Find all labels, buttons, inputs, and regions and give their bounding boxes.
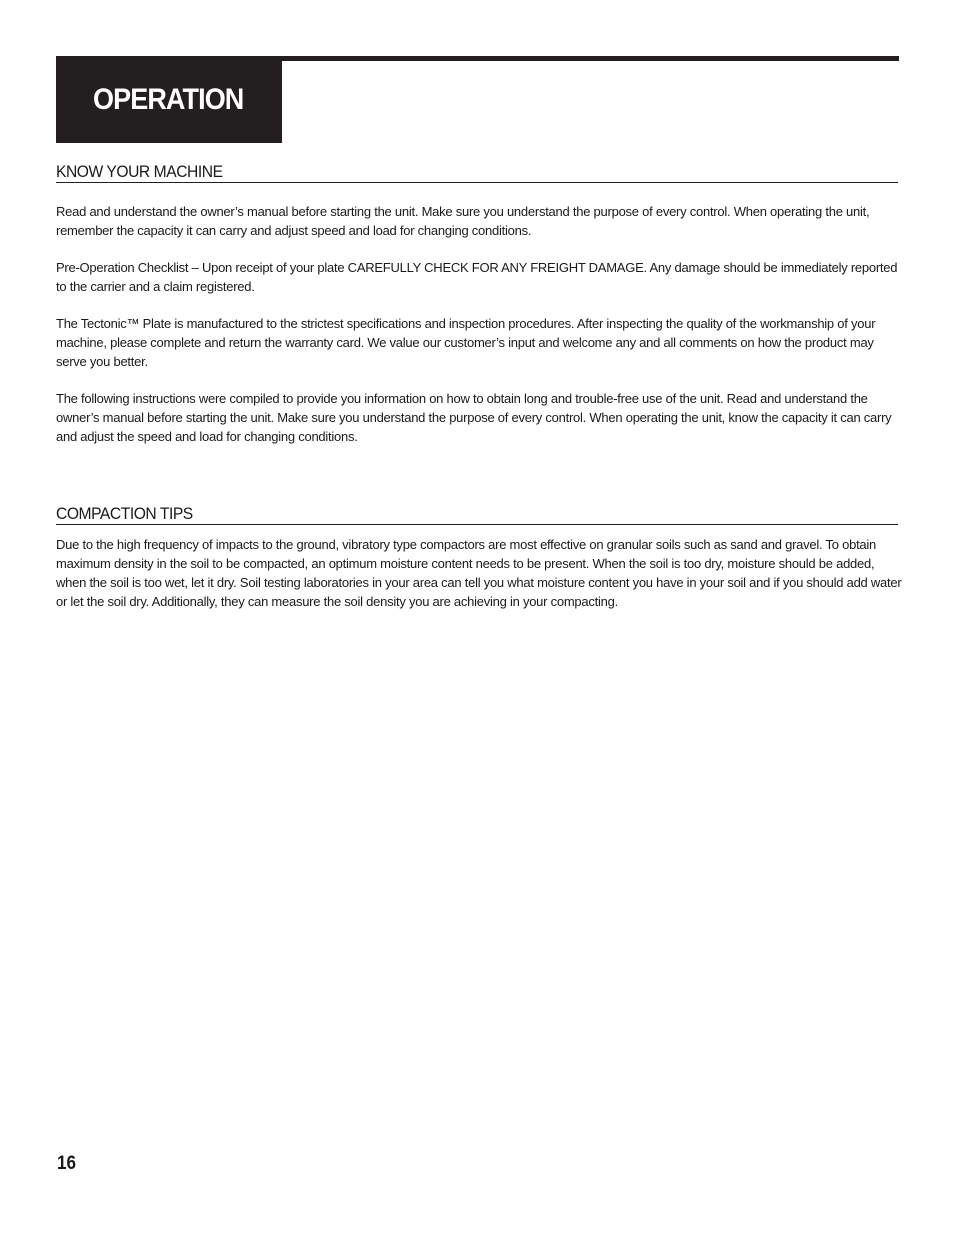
heading-know-your-machine [56, 162, 898, 183]
page-number: 16 [57, 1153, 77, 1174]
paragraph: Pre-Operation Checklist – Upon receipt of your plate CAREFULLY CHECK FOR ANY FREIGHT DAMAGE. Any damage should be immediately reported to the carrier and a claim registered. [56, 260, 898, 294]
paragraph: Read and understand the owner’s manual before starting the unit. Make sure you understand the purpose of every control. When operating the unit, remember the capacity it can carry and adjust speed and load for changing conditions. [56, 204, 870, 238]
section-title-block [56, 56, 282, 143]
paragraph: The following instructions were compiled to provide you information on how to obtain long and trouble-free use of the unit. Read and understand the owner’s manual before starting the unit. Make sure you understand the purpose of every control. When operating the unit, know the capacity it can carry and adjust the speed and load for changing conditions. [56, 391, 892, 444]
paragraph: The Tectonic™ Plate is manufactured to the strictest specifications and inspection procedures. After inspecting the quality of the workmanship of your machine, please complete and return the warranty card. We value our customer’s input and welcome any and all comments on how the product may serve you better. [56, 316, 876, 369]
heading-compaction-tips [56, 504, 898, 525]
heading-text: KNOW YOUR MACHINE [56, 162, 223, 181]
heading-text: COMPACTION TIPS [56, 504, 193, 523]
paragraph: Due to the high frequency of impacts to the ground, vibratory type compactors are most effective on granular soils such as sand and gravel. To obtain maximum density in the soil to be compacted, an optimum moisture content needs to be present. When the soil is too dry, moisture should be added, when the soil is too wet, let it dry. Soil testing laboratories in your area can tell you what moisture content you have in your soil and if you should add water or let the soil dry. Additionally, they can measure the soil density you are achieving in your compacting. [56, 537, 902, 609]
page-title: OPERATION [93, 83, 244, 116]
